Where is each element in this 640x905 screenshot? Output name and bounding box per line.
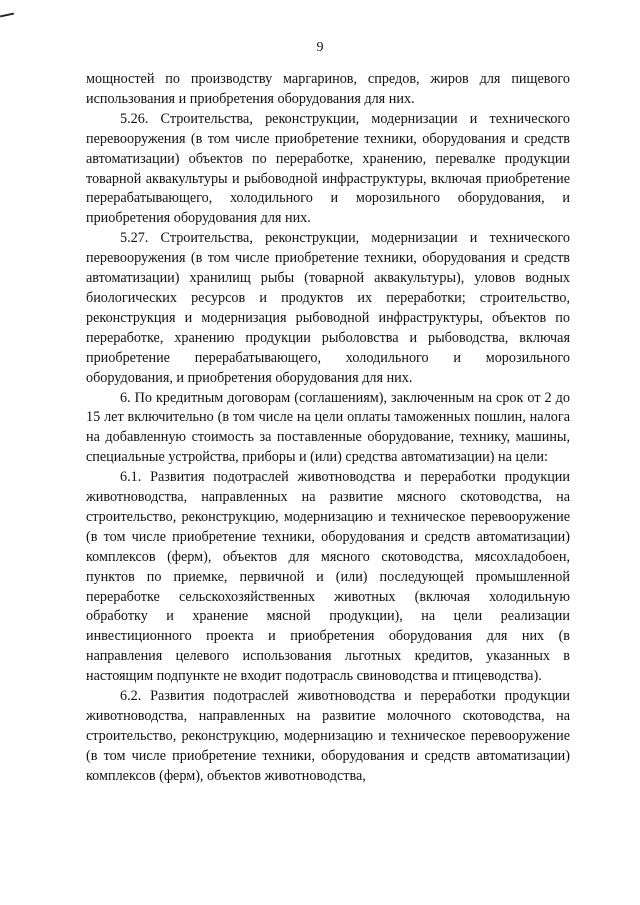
paragraph-6: 6. По кредитным договорам (соглашениям), заключенным на срок от 2 до 15 лет включительно (в том числе на цели оплаты таможенных пошлин, налога на добавленную стоимость за поставленные оборудование, технику, машины, специальные устройства, приборы и (или) средства автоматизации) на цели: [86, 389, 570, 466]
paragraph-6-2: 6.2. Развития подотраслей животноводства и переработки продукции животноводства, направленных на развитие молочного скотоводства, на строительство, реконструкцию, модернизацию и техническое перевооружение (в том числе приобретение техники, оборудования и средств автоматизации) комплексов (ферм), объектов животноводства, [86, 688, 570, 784]
paragraph-continuation: мощностей по производству маргаринов, спредов, жиров для пищевого использования и приобретения оборудования для них. [86, 71, 570, 107]
document-body [86, 70, 570, 787]
paragraph-5-26: 5.26. Строительства, реконструкции, модернизации и технического перевооружения (в том числе приобретение техники, оборудования и средств автоматизации) объектов по переработке, хранению, перевалке продукции товарной аквакультуры и рыбоводной инфраструктуры, включая приобретение перерабатывающего, холодильного и морозильного оборудования, и приобретения оборудования для них. [86, 110, 570, 227]
paragraph-6-1: 6.1. Развития подотраслей животноводства и переработки продукции животноводства, направленных на развитие мясного скотоводства, на строительство, реконструкцию, модернизацию и техническое перевооружение (в том числе приобретение техники, оборудования и средств автоматизации) комплексов (ферм), объектов для мясного скотоводства, мясохладобоен, пунктов по приемке, первичной и (или) последующей промышленной переработке сельскохозяйственных животных (включая холодильную обработку и хранение мясной продукции), на цели реализации инвестиционного проекта и приобретения оборудования для них (в направления целевого использования льготных кредитов, указанных в настоящим подпункте не входит подотрасль свиноводства и птицеводства). [86, 469, 570, 685]
paragraph-5-27: 5.27. Строительства, реконструкции, модернизации и технического перевооружения (в том числе приобретение техники, оборудования и средств автоматизации) хранилищ рыбы (товарной аквакультуры), уловов водных биологических ресурсов и продуктов их переработки; строительство, реконструкция и модернизация рыбоводной инфраструктуры, объектов по переработке, хранению продукции рыболовства и рыбоводства, включая приобретение перерабатывающего, холодильного и морозильного оборудования, и приобретения оборудования для них. [86, 230, 570, 386]
page-number: 9 [316, 40, 324, 55]
scan-corner-mark [0, 13, 14, 18]
